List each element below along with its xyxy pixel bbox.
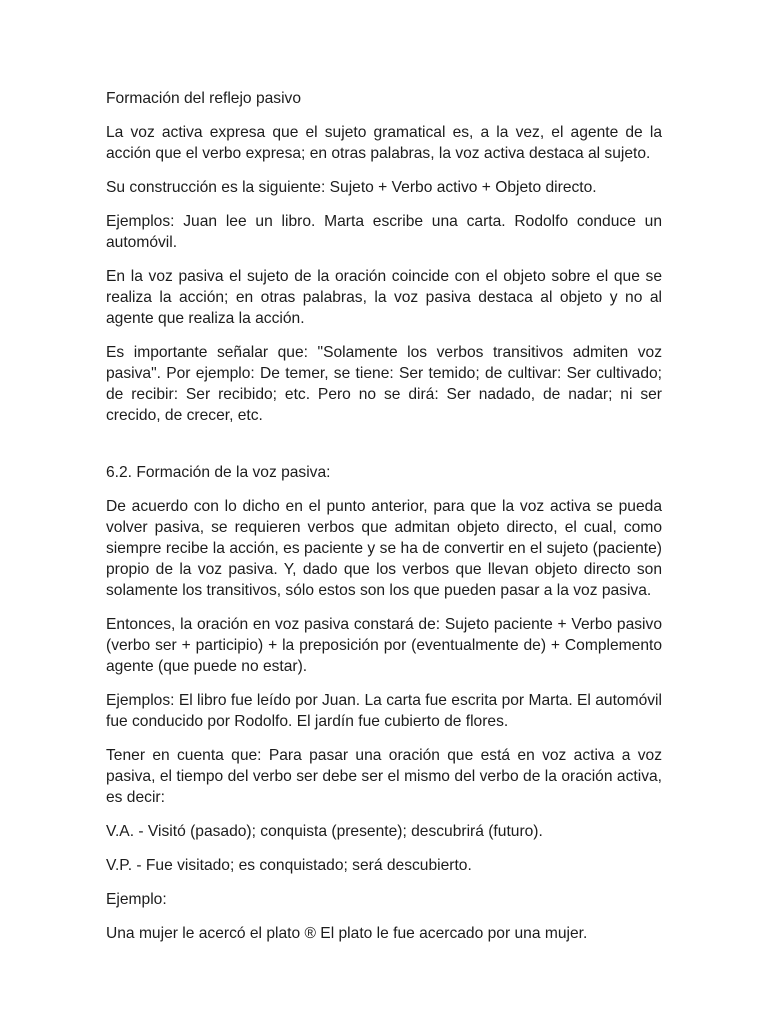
paragraph-passive-examples: Ejemplos: El libro fue leído por Juan. La carta fue escrita por Marta. El automóvil fue conducido por Rodolfo. El jardín fue cubierto de flores. — [106, 692, 662, 730]
section-heading: 6.2. Formación de la voz pasiva: — [106, 464, 331, 481]
paragraph-passive-structure: Entonces, la oración en voz pasiva constará de: Sujeto paciente + Verbo pasivo (verbo ser + participio) + la preposición por (eventualmente de) + Complemento agente (que puede no estar). — [106, 616, 662, 675]
paragraph-active-voice-definition: La voz activa expresa que el sujeto gramatical es, a la vez, el agente de la acción que el verbo expresa; en otras palabras, la voz activa destaca al sujeto. — [106, 124, 662, 162]
paragraph-active-tenses: V.A. - Visitó (pasado); conquista (presente); descubrirá (futuro). — [106, 823, 543, 840]
paragraph-example-sentence: Una mujer le acercó el plato ® El plato le fue acercado por una mujer. — [106, 925, 588, 942]
paragraph-example-label: Ejemplo: — [106, 891, 167, 908]
paragraph-active-construction: Su construcción es la siguiente: Sujeto + Verbo activo + Objeto directo. — [106, 179, 597, 196]
paragraph-active-examples: Ejemplos: Juan lee un libro. Marta escribe una carta. Rodolfo conduce un automóvil. — [106, 213, 662, 251]
paragraph-passive-voice-definition: En la voz pasiva el sujeto de la oración coincide con el objeto sobre el que se realiza la acción; en otras palabras, la voz pasiva destaca al objeto y no al agente que realiza la acción. — [106, 268, 662, 327]
paragraph-transitive-note: Es importante señalar que: "Solamente los verbos transitivos admiten voz pasiva". Por ejemplo: De temer, se tiene: Ser temido; de cultivar: Ser cultivado; de recibir: Ser recibido; etc. Pero no se dirá: Ser nadado, de nadar; ni ser crecido, de crecer, etc. — [106, 344, 662, 424]
paragraph-tense-note: Tener en cuenta que: Para pasar una oración que está en voz activa a voz pasiva, el tiempo del verbo ser debe ser el mismo del verbo de la oración activa, es decir: — [106, 747, 662, 806]
paragraph-passive-requirements: De acuerdo con lo dicho en el punto anterior, para que la voz activa se pueda volver pasiva, se requieren verbos que admitan objeto directo, el cual, como siempre recibe la acción, es paciente y se ha de convertir en el sujeto (paciente) propio de la voz pasiva. Y, dado que los verbos que llevan objeto directo son solamente los transitivos, sólo estos son los que pueden pasar a la voz pasiva. — [106, 498, 662, 599]
paragraph-passive-tenses: V.P. - Fue visitado; es conquistado; será descubierto. — [106, 857, 472, 874]
document-body — [106, 88, 662, 957]
document-title: Formación del reflejo pasivo — [106, 90, 302, 107]
